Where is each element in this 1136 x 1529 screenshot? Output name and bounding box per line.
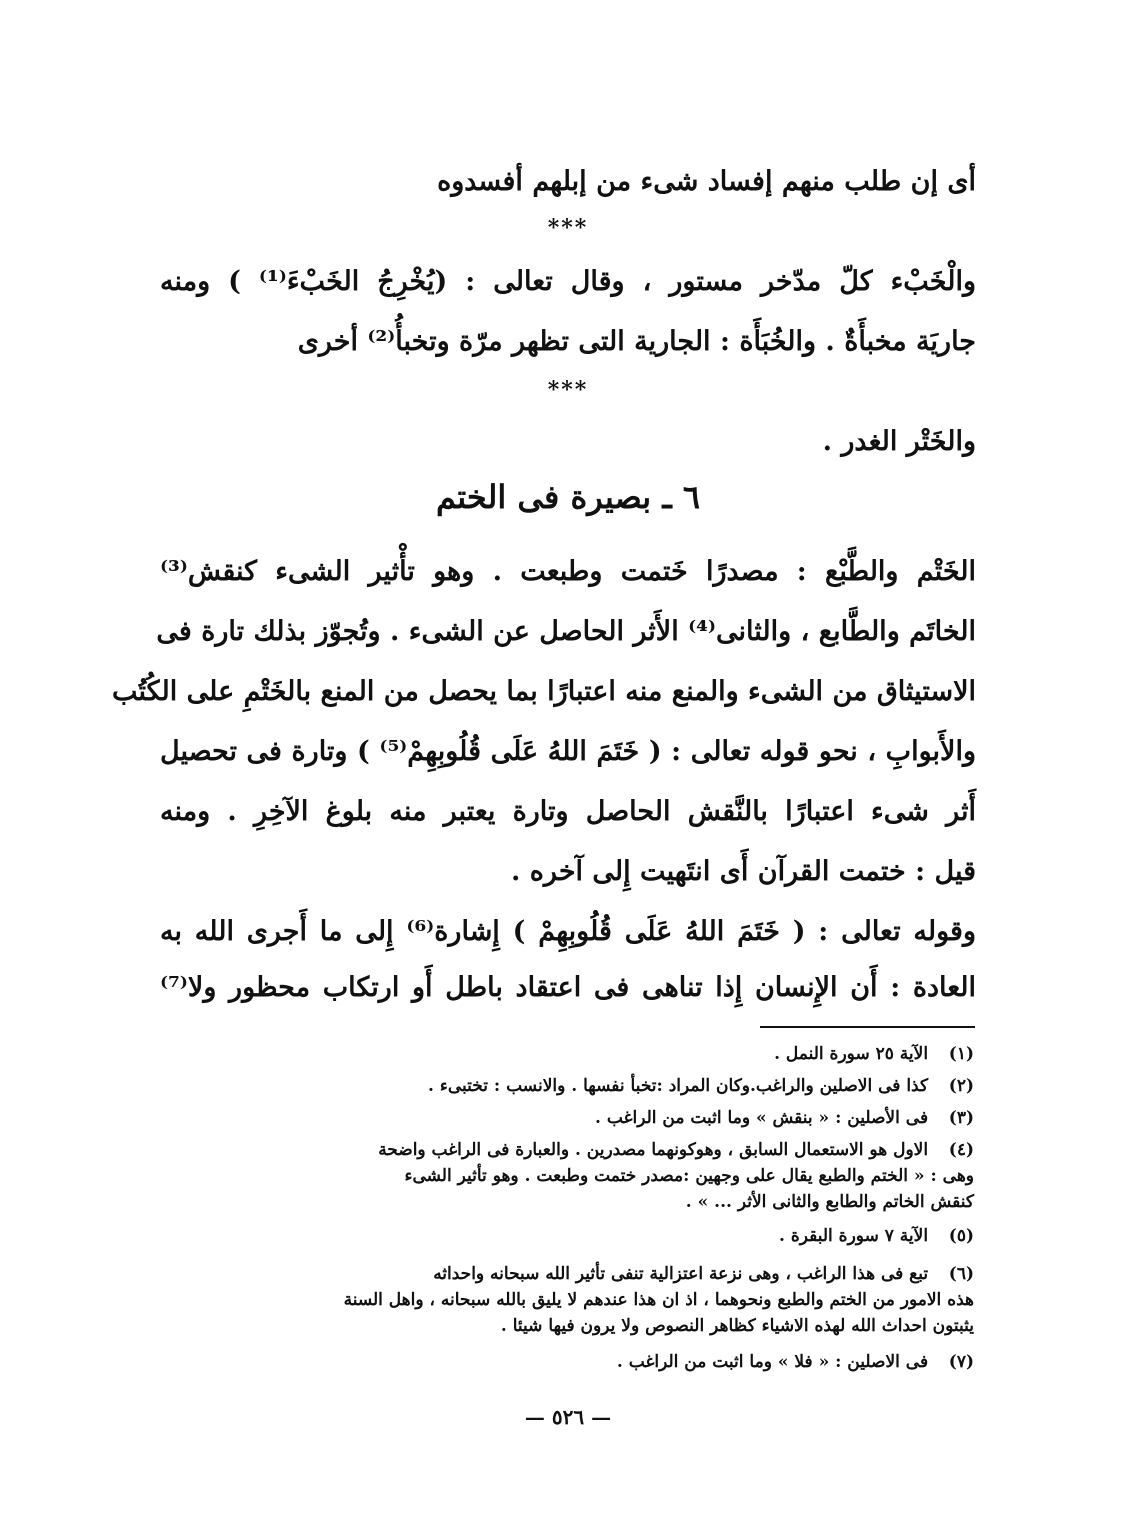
footnote-text: تبع فى هذا الراغب ، وهى نزعة اعتزالية تنفى تأثير الله سبحانه واحداثه (433, 1264, 929, 1284)
footnote-text: كذا فى الاصلين والراغب.وكان المراد :تخبأ نفسها . والانسب : تختبىء . (428, 1076, 929, 1096)
footnote-7 (160, 1350, 974, 1374)
footnote-1 (160, 1042, 974, 1066)
footnote-text: فى الأصلين : « بنقش » وما اثبت من الراغب . (595, 1108, 929, 1128)
text-line-3: جاريَة مخبأَةٌ . والخُبَأَة : الجارية التى تظهر مرّة وتخبأُ⁽²⁾ أخرى (297, 326, 976, 357)
footnote-number: (٥) (948, 1226, 974, 1246)
text-line-6: الخاتَم والطَّابع ، والثانى⁽⁴⁾ الأَثر الحاصل عن الشىء . وتُجوّز بذلك تارة فى (156, 616, 976, 647)
section-heading: ٦ ـ بصيرة فى الختم (435, 478, 701, 516)
footnote-text: كنقش الخاتم والطابع والثانى الأثر ... » . (685, 1192, 974, 1212)
footnote-4-cont-1 (160, 1164, 974, 1188)
footnote-6 (160, 1262, 974, 1286)
text-line-4: والخَتْر الغدر . (822, 426, 976, 457)
text-line-11: وقوله تعالى : ( خَتَمَ اللهُ عَلَى قُلُوبِهِمْ ) إِشارة⁽⁶⁾ إِلى ما أَجرى الله به (160, 916, 976, 947)
text-line-10: قيل : ختمت القرآن أَى انتَهيت إِلى آخره . (510, 856, 976, 887)
separator-2: *** (547, 377, 589, 403)
footnote-rule (760, 1026, 975, 1028)
footnote-text: يثبتون احداث الله لهذه الاشياء كظاهر النصوص ولا يرون فيها شيئا . (500, 1316, 974, 1336)
text-line-5: الخَتْم والطَّبْع : مصدرًا خَتمت وطبعت . وهو تأْثير الشىء كنقش⁽³⁾ (160, 556, 976, 587)
text-line-8: والأَبوابِ ، نحو قوله تعالى : ( خَتَمَ اللهُ عَلَى قُلُوبِهِمْ⁽⁵⁾ ) وتارة فى تحصيل (160, 736, 976, 767)
footnote-number: (٤) (948, 1140, 974, 1160)
footnote-number: (٧) (948, 1352, 974, 1372)
footnote-6-cont-1 (160, 1288, 974, 1312)
footnote-number: (١) (948, 1044, 974, 1064)
footnote-text: الآية ٢٥ سورة النمل . (774, 1044, 929, 1064)
text-line-2: والْخَبْء كلّ مدّخر مستور ، وقال تعالى : (يُخْرِجُ الخَبْءَ⁽¹⁾ ) ومنه (160, 266, 976, 297)
separator-1: *** (547, 215, 589, 241)
footnote-3 (160, 1106, 974, 1130)
footnote-2 (160, 1074, 974, 1098)
footnote-5 (160, 1224, 974, 1248)
footnote-4 (160, 1138, 974, 1162)
text-line-1: أى إن طلب منهم إفساد شىء من إبلهم أفسدوه (437, 166, 976, 197)
text-line-9: أَثر شىء اعتبارًا بالنَّقش الحاصل وتارة يعتبر منه بلوغ الآخِرِ . ومنه (160, 796, 976, 827)
footnote-text: وهى : « الختم والطبع يقال على وجهين :مصدر ختمت وطبعت . وهو تأثير الشىء (404, 1166, 974, 1186)
footnote-text: هذه الامور من الختم والطبع ونحوهما ، اذ ان هذا عندهم لا يليق بالله سبحانه ، واهل السنة (343, 1290, 974, 1310)
footnote-6-cont-2 (160, 1314, 974, 1338)
footnote-number: (٢) (948, 1076, 974, 1096)
text-line-7: الاستيثاق من الشىء والمنع منه اعتبارًا بما يحصل من المنع بالخَتْمِ على الكُتُب (111, 676, 976, 707)
page-number: — ٥٢٦ — (524, 1405, 612, 1429)
footnote-number: (٣) (948, 1108, 974, 1128)
text-line-12: العادة : أَن الإِنسان إِذا تناهى فى اعتقاد باطل أَو ارتكاب محظور ولا⁽⁷⁾ (160, 972, 976, 1003)
footnote-text: فى الاصلين : « فلا » وما اثبت من الراغب . (616, 1352, 929, 1372)
footnote-4-cont-2 (160, 1190, 974, 1214)
footnote-text: الآية ٧ سورة البقرة . (779, 1226, 929, 1246)
footnote-number: (٦) (948, 1264, 974, 1284)
footnote-text: الاول هو الاستعمال السابق ، وهوكونهما مصدرين . والعبارة فى الراغب واضحة (378, 1140, 929, 1160)
